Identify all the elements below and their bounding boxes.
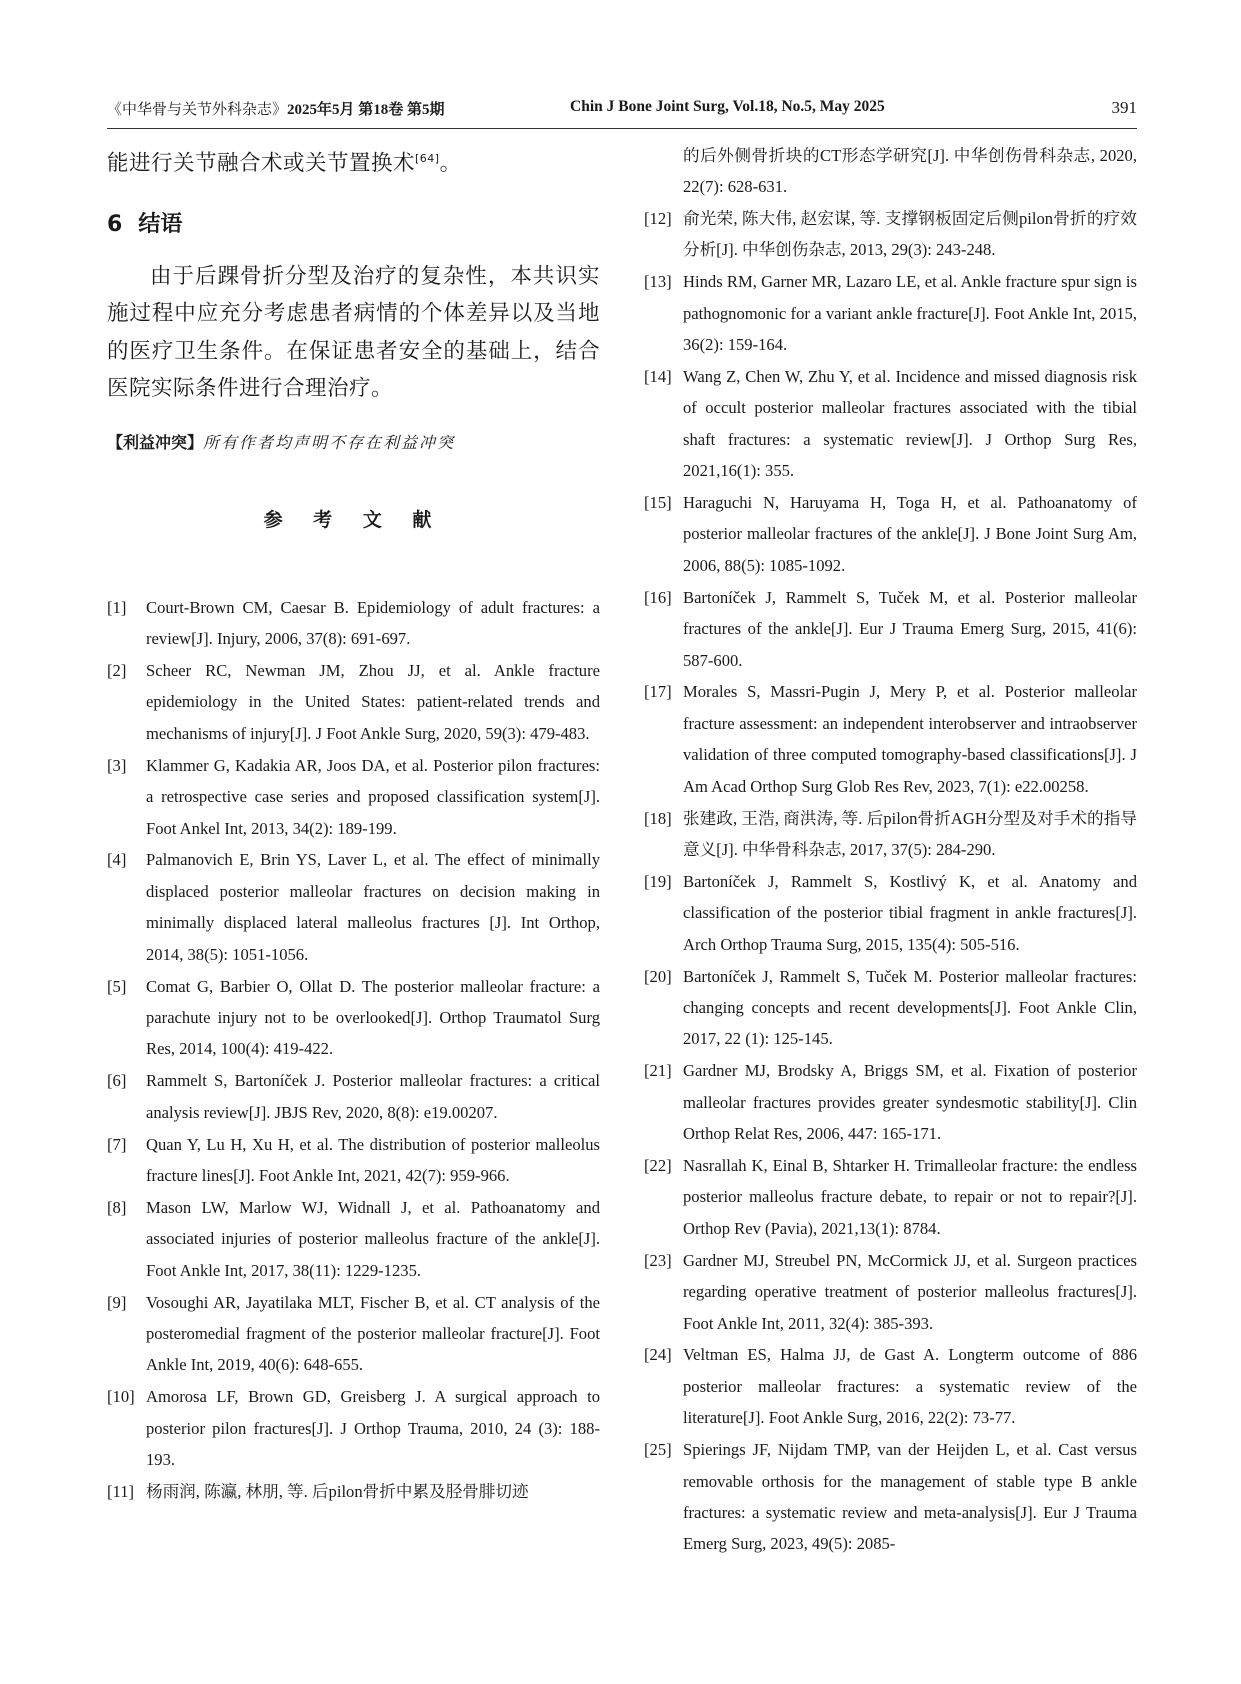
reference-item <box>644 676 1137 802</box>
reference-item <box>107 971 600 1065</box>
references-title: 参 考 文 献 <box>263 508 444 531</box>
reference-text: Vosoughi AR, Jayatilaka MLT, Fischer B, et al. CT analysis of the posteromedial fragment of the posterior malleolar fracture[J]. Foot Ankle Int, 2019, 40(6): 648-655. <box>146 1292 600 1375</box>
reference-item <box>107 1381 600 1475</box>
journal-cn-name: 《中华骨与关节外科杂志》 <box>107 102 288 118</box>
page-number: 391 <box>1111 98 1137 117</box>
section-number: 6 <box>107 211 123 237</box>
reference-text: 张建政, 王浩, 商洪涛, 等. 后pilon骨折AGH分型及对手术的指导意义[J]. 中华骨科杂志, 2017, 37(5): 284-290. <box>683 808 1137 859</box>
reference-text: Hinds RM, Garner MR, Lazaro LE, et al. Ankle fracture spur sign is pathognomonic for a variant ankle fracture[J]. Foot Ankle Int, 2015, 36(2): 159-164. <box>683 272 1137 354</box>
reference-number: [20] <box>644 966 672 986</box>
continued-paragraph <box>107 140 600 183</box>
conflict-label: 【利益冲突】 <box>107 432 204 452</box>
conclusion-paragraph: 由于后踝骨折分型及治疗的复杂性，本共识实施过程中应充分考虑患者病情的个体差异以及当地的医疗卫生条件。在保证患者安全的基础上，结合医院实际条件进行合理治疗。 <box>107 263 600 402</box>
reference-number: [17] <box>644 682 672 702</box>
reference-text: Mason LW, Marlow WJ, Widnall J, et al. Pathoanatomy and associated injuries of posterior malleolus fracture of the ankle[J]. Foot Ankle Int, 2017, 38(11): 1229-1235. <box>146 1197 600 1280</box>
conflict-text: 所有作者均声明不存在利益冲突 <box>203 432 456 452</box>
reference-text: 俞光荣, 陈大伟, 赵宏谋, 等. 支撑钢板固定后侧pilon骨折的疗效分析[J]. 中华创伤杂志, 2013, 29(3): 243-248. <box>683 208 1137 260</box>
reference-number: [22] <box>644 1156 672 1175</box>
reference-item <box>644 266 1137 360</box>
section-heading <box>107 207 600 238</box>
reference-text: Palmanovich E, Brin YS, Laver L, et al. The effect of minimally displaced posterior malleolar fractures on decision making in minimally displaced lateral malleolus fractures [J]. Int Orthop, 2014, 38(5): 1051-1056. <box>146 850 600 964</box>
reference-text: Rammelt S, Bartoníček J. Posterior malleolar fractures: a critical analysis review[J]. JBJS Rev, 2020, 8(8): e19.00207. <box>146 1071 600 1122</box>
reference-number: [4] <box>107 850 127 870</box>
reference-item <box>644 803 1137 866</box>
reference-text: 杨雨润, 陈瀛, 林朋, 等. 后pilon骨折中累及胫骨腓切迹 <box>146 1482 529 1502</box>
reference-item <box>107 1476 600 1507</box>
journal-cn-issue: 2025年5月 第18卷 第5期 <box>287 102 445 118</box>
reference-item <box>107 1192 600 1286</box>
reference-number: [7] <box>107 1134 127 1154</box>
reference-number: [16] <box>644 587 672 607</box>
reference-number: [18] <box>644 808 672 828</box>
reference-text: Wang Z, Chen W, Zhu Y, et al. Incidence and missed diagnosis risk of occult posterior malleolar fractures associated with the tibial shaft fractures: a systematic review[J]. J Orthop Surg Res, 2021,16(1): 355. <box>683 366 1137 481</box>
reference-item <box>644 361 1137 487</box>
left-column <box>107 140 600 1508</box>
reference-item <box>107 844 600 970</box>
running-header <box>107 96 1137 126</box>
reference-text: Bartoníček J, Rammelt S, Kostlivý K, et al. Anatomy and classification of the posterior tibial fragment in ankle fractures[J]. Arch Orthop Trauma Surg, 2015, 135(4): 505-516. <box>683 871 1137 954</box>
reference-item <box>644 1245 1137 1339</box>
reference-number: [19] <box>644 871 672 891</box>
reference-text: Gardner MJ, Streubel PN, McCormick JJ, et al. Surgeon practices regarding operative treatment of posterior malleolus fractures[J]. Foot Ankle Int, 2011, 32(4): 385-393. <box>683 1250 1137 1333</box>
journal-en-title: Chin J Bone Joint Surg, Vol.18, No.5, May 2025 <box>570 98 885 115</box>
reference-text: Haraguchi N, Haruyama H, Toga H, et al. Pathoanatomy of posterior malleolar fractures of the ankle[J]. J Bone Joint Surg Am, 2006, 88(5): 1085-1092. <box>683 492 1137 575</box>
continued-text: 能进行关节融合术或关节置换术 <box>107 151 416 177</box>
reference-text: Gardner MJ, Brodsky A, Briggs SM, et al. Fixation of posterior malleolar fractures provides greater syndesmotic stability[J]. Clin Orthop Relat Res, 2006, 447: 165-171. <box>683 1061 1137 1144</box>
reference-item <box>107 592 600 655</box>
reference-number: [6] <box>107 1071 127 1091</box>
reference-number: [25] <box>644 1440 672 1460</box>
reference-number: [9] <box>107 1292 127 1312</box>
conflict-statement <box>107 430 600 453</box>
reference-text: Klammer G, Kadakia AR, Joos DA, et al. Posterior pilon fractures: a retrospective case series and proposed classification system[J]. Foot Ankel Int, 2013, 34(2): 189-199. <box>146 755 600 838</box>
reference-number: [11] <box>107 1482 135 1502</box>
reference-item <box>644 961 1137 1055</box>
reference-text: Scheer RC, Newman JM, Zhou JJ, et al. Ankle fracture epidemiology in the United States: patient-related trends and mechanisms of injury[J]. J Foot Ankle Surg, 2020, 59(3): 479-483. <box>146 660 600 743</box>
reference-text: Veltman ES, Halma JJ, de Gast A. Longterm outcome of 886 posterior malleolar fractures: a systematic review of the literature[J]. Foot Ankle Surg, 2016, 22(2): 73-77. <box>683 1345 1137 1428</box>
reference-number: [10] <box>107 1387 135 1407</box>
reference-text: Bartoníček J, Rammelt S, Tuček M, et al. Posterior malleolar fractures of the ankle[J]. Eur J Trauma Emerg Surg, 2015, 41(6): 587-600. <box>683 587 1137 670</box>
reference-item <box>107 1065 600 1128</box>
reference-number: [12] <box>644 208 672 228</box>
reference-item <box>644 1055 1137 1149</box>
reference-number: [8] <box>107 1197 127 1217</box>
reference-item <box>644 487 1137 581</box>
reference-number: [15] <box>644 492 672 512</box>
journal-cn-title <box>107 98 445 119</box>
reference-text: Morales S, Massri-Pugin J, Mery P, et al. Posterior malleolar fracture assessment: an independent interobserver and intraobserver validation of three computed tomography-based classifications[J]. J Am Acad Orthop Surg Glob Res Rev, 2023, 7(1): e22.00258. <box>683 682 1137 796</box>
reference-list-right <box>644 203 1137 1560</box>
reference-item <box>107 1287 600 1381</box>
reference-item <box>107 1129 600 1192</box>
reference-text: Court-Brown CM, Caesar B. Epidemiology of adult fractures: a review[J]. Injury, 2006, 37(8): 691-697. <box>146 597 600 649</box>
continued-end: 。 <box>439 151 462 177</box>
reference-number: [24] <box>644 1345 672 1365</box>
reference-number: [5] <box>107 976 127 996</box>
reference-number: [1] <box>107 597 127 617</box>
reference-number: [13] <box>644 272 672 292</box>
reference-item <box>644 203 1137 266</box>
reference-item <box>107 655 600 749</box>
reference-number: [23] <box>644 1250 672 1270</box>
section-title: 结语 <box>138 211 183 237</box>
reference-number: [2] <box>107 660 127 680</box>
reference-text: Comat G, Barbier O, Ollat D. The posterior malleolar fracture: a parachute injury not to be overlooked[J]. Orthop Traumatol Surg Res, 2014, 100(4): 419-422. <box>146 976 600 1059</box>
reference-number: [3] <box>107 755 127 775</box>
reference-item <box>644 866 1137 960</box>
reference-continuation: 的后外侧骨折块的CT形态学研究[J]. 中华创伤骨科杂志, 2020, 22(7): 628-631. <box>683 146 1137 197</box>
reference-item <box>644 582 1137 676</box>
reference-number: [14] <box>644 366 672 386</box>
reference-text: Spierings JF, Nijdam TMP, van der Heijden L, et al. Cast versus removable orthosis for the management of stable type B ankle fractures: a systematic review and meta-analysis[J]. Eur J Trauma Emerg Surg, 2023, 49(5): 2085- <box>683 1440 1137 1554</box>
right-column <box>644 140 1137 1560</box>
reference-item <box>644 1150 1137 1244</box>
reference-item <box>107 750 600 844</box>
reference-text: Amorosa LF, Brown GD, Greisberg J. A surgical approach to posterior pilon fractures[J]. J Orthop Trauma, 2010, 24 (3): 188-193. <box>146 1387 600 1470</box>
reference-text: Nasrallah K, Einal B, Shtarker H. Trimalleolar fracture: the endless posterior malleolus fracture debate, to repair or not to repair?[J]. Orthop Rev (Pavia), 2021,13(1): 8784. <box>683 1156 1137 1238</box>
reference-list-left <box>107 592 600 1508</box>
reference-item <box>644 1434 1137 1560</box>
reference-text: Quan Y, Lu H, Xu H, et al. The distribution of posterior malleolus fracture lines[J]. Foot Ankle Int, 2021, 42(7): 959-966. <box>146 1134 600 1185</box>
reference-item <box>644 1339 1137 1433</box>
reference-number: [21] <box>644 1061 672 1081</box>
citation-superscript: [64] <box>415 152 440 165</box>
header-rule <box>107 128 1137 129</box>
reference-text: Bartoníček J, Rammelt S, Tuček M. Posterior malleolar fractures: changing concepts and recent developments[J]. Foot Ankle Clin, 2017, 22 (1): 125-145. <box>683 966 1137 1049</box>
